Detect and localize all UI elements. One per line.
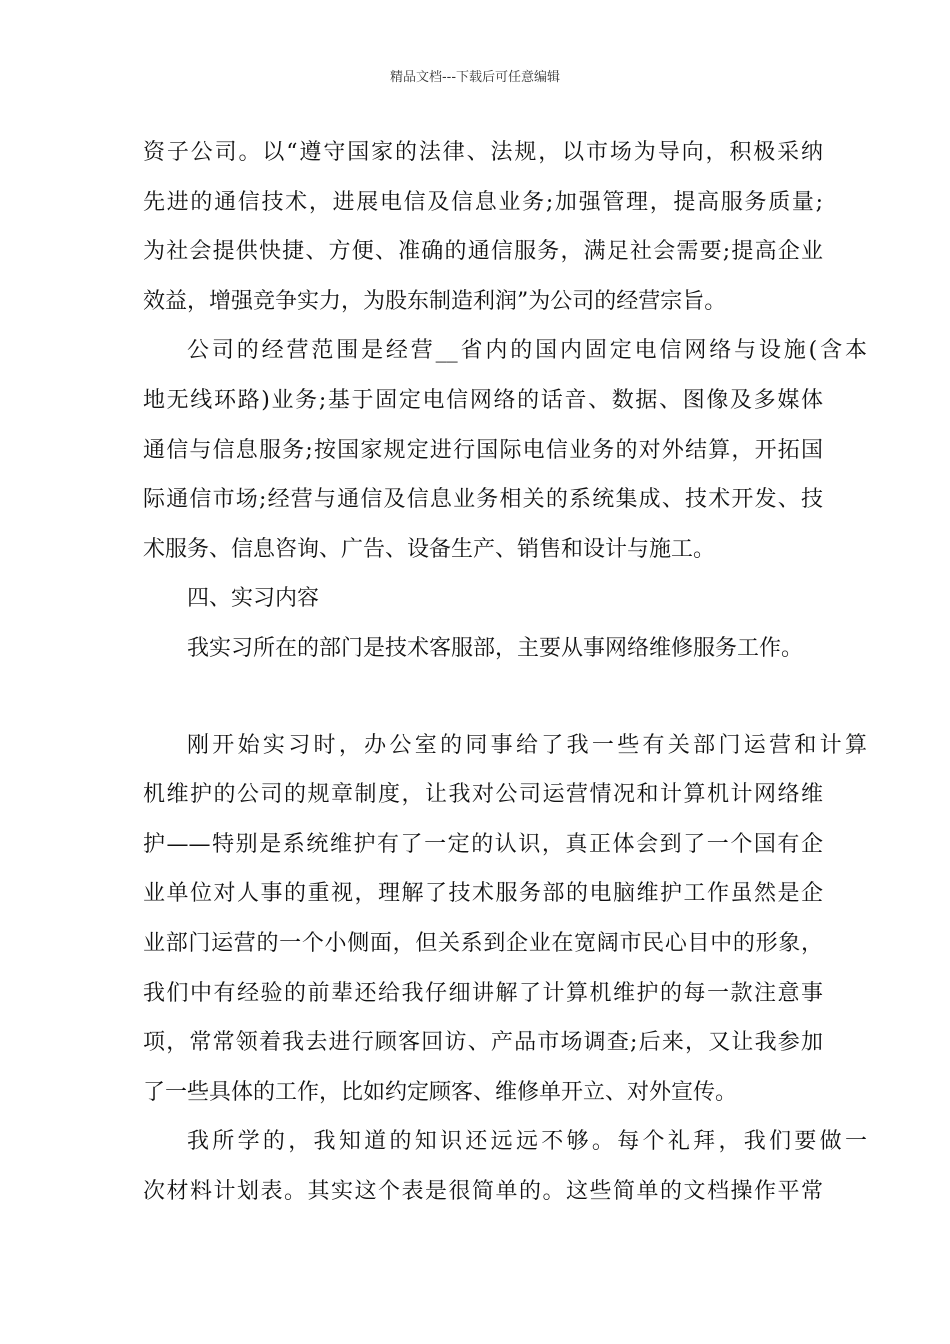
blank-line (143, 674, 823, 721)
text-line: 公司的经营范围是经营__省内的国内固定电信网络与设施(含本 (187, 338, 867, 364)
text-line: 刚开始实习时，办公室的同事给了我一些有关部门运营和计算 (187, 732, 867, 758)
text-line: 我所学的，我知道的知识还远远不够。每个礼拜，我们要做一 (187, 1129, 867, 1155)
page-header: 精品文档---下载后可任意编辑 (389, 70, 561, 85)
text-line: 通信与信息服务;按国家规定进行国际电信业务的对外结算，开拓国 (143, 437, 823, 463)
text-line: 护——特别是系统维护有了一定的认识，真正体会到了一个国有企 (143, 831, 823, 857)
text-line: 际通信市场;经营与通信及信息业务相关的系统集成、技术开发、技 (143, 487, 823, 513)
text-line: 项，常常领着我去进行顾客回访、产品市场调查;后来，又让我参加 (143, 1030, 823, 1056)
text-line: 业部门运营的一个小侧面，但关系到企业在宽阔市民心目中的形象， (143, 930, 823, 956)
text-line: 次材料计划表。其实这个表是很简单的。这些简单的文档操作平常 (143, 1178, 823, 1204)
text-line: 先进的通信技术，进展电信及信息业务;加强管理，提高服务质量; (143, 189, 823, 215)
text-line: 地无线环路)业务;基于固定电信网络的话音、数据、图像及多媒体 (143, 387, 823, 413)
text-line: 我们中有经验的前辈还给我仔细讲解了计算机维护的每一款注意事 (143, 980, 823, 1006)
text-line: 资子公司。以“遵守国家的法律、法规，以市场为导向，积极采纳 (143, 140, 823, 165)
document-body (143, 128, 867, 1216)
text-line: 我实习所在的部门是技术客服部，主要从事网络维修服务工作。 (187, 635, 804, 661)
text-line: 术服务、信息咨询、广告、设备生产、销售和设计与施工。 (143, 536, 716, 562)
text-line: 效益，增强竞争实力，为股东制造利润”为公司的经营宗旨。 (143, 288, 727, 314)
text-line: 业单位对人事的重视，理解了技术服务部的电脑维护工作虽然是企 (143, 881, 823, 907)
text-line: 四、实习内容 (187, 586, 320, 612)
text-line: 为社会提供快捷、方便、准确的通信服务，满足社会需要;提高企业 (143, 239, 823, 265)
text-line: 了一些具体的工作，比如约定顾客、维修单开立、对外宣传。 (143, 1079, 738, 1105)
text-line: 机维护的公司的规章制度，让我对公司运营情况和计算机计网络维 (143, 782, 823, 808)
